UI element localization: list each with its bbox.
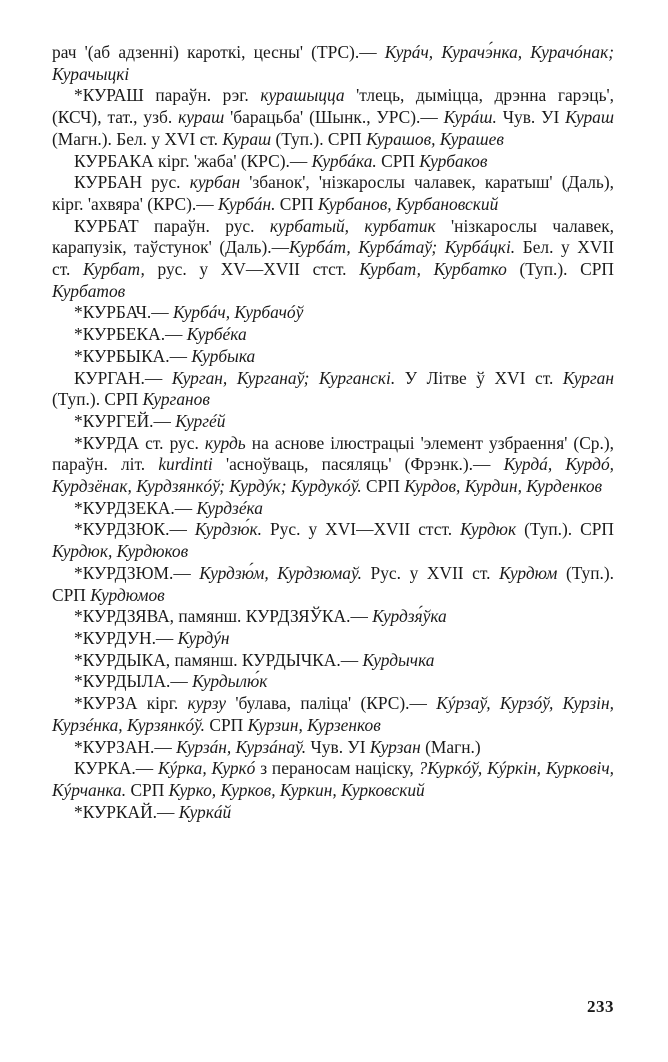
entry-italic-text: Курко, Курков, Куркин, Курковский (168, 779, 425, 800)
dictionary-entry (52, 519, 614, 562)
entry-text: 'барацьба' (Шынк., УРС).— (224, 107, 444, 128)
dictionary-entry (52, 302, 614, 324)
entry-text: *КУРКАЙ.— (74, 801, 179, 822)
entry-italic-text: Кýрка, Куркó (157, 758, 256, 779)
entry-italic-text: Курдюм (499, 562, 558, 583)
entry-italic-text: курзу (187, 693, 227, 714)
entry-text: *КУРДУН.— (74, 627, 178, 648)
entry-text: з пераносам націску, (255, 758, 419, 779)
entry-text: *КУРДЗЮК.— (74, 519, 195, 540)
entry-text: (Магн.) (420, 736, 481, 757)
entry-text: (Туп.). СРП (52, 389, 143, 410)
entry-italic-text: Курзáн, Курзáнаў. (176, 736, 307, 757)
entry-italic-text: Курбáн. (218, 193, 276, 214)
entry-text: *КУРДЫЛА.— (74, 671, 193, 692)
entry-italic-text: курбан (189, 172, 241, 193)
entry-text: СРП (376, 150, 420, 171)
entry-text: *КУРАШ параўн. рэг. (74, 85, 261, 106)
entry-italic-text: курбатый, курбатик (269, 215, 436, 236)
entry-italic-text: Курбатов (52, 280, 126, 301)
entry-text: СРП (361, 476, 405, 497)
entry-text: (Туп.). СРП (271, 128, 367, 149)
entry-italic-text: Курдюк (460, 519, 517, 540)
entry-text: Чув. УІ (496, 107, 566, 128)
entry-text: на аснове ілюстрацыі 'элемент узбраення' (Ср.), параўн. літ. (52, 432, 614, 475)
entry-text: (Магн.). Бел. у XVI ст. (52, 128, 223, 149)
entry-text: *КУРГЕЙ.— (74, 410, 176, 431)
dictionary-entry (52, 650, 614, 672)
dictionary-entry (52, 346, 614, 368)
entry-text: КУРКА.— (74, 758, 158, 779)
entry-italic-text: Кургéй (175, 410, 226, 431)
entry-italic-text: Курбат, (83, 259, 145, 280)
entry-italic-text: Курзин, Курзенков (247, 714, 381, 735)
page-number: 233 (587, 997, 614, 1016)
entry-text: СРП (275, 193, 318, 214)
entry-italic-text: Курдзéка (196, 497, 263, 518)
entry-italic-text: Курбанов, Курбановский (317, 193, 499, 214)
entry-italic-text: Курáш. (443, 107, 497, 128)
dictionary-entry (52, 628, 614, 650)
dictionary-entry (52, 433, 614, 498)
entry-italic-text: Курганов (142, 389, 210, 410)
dictionary-entry (52, 411, 614, 433)
entry-italic-text: Курдзю́к. (194, 519, 262, 540)
entry-text: Рус. у XVI—XVII стст. (261, 519, 461, 540)
entry-text: КУРБАН рус. (74, 172, 190, 193)
dictionary-entry (52, 85, 614, 150)
entry-italic-text: Курашов, Курашев (366, 128, 504, 149)
entry-italic-text: Курбат, Курбатко (359, 259, 507, 280)
entry-italic-text: кураш (178, 107, 225, 128)
entry-italic-text: Кураш (222, 128, 272, 149)
entry-italic-text: Курган, Курганаў; Курганскі. (171, 367, 396, 388)
entry-text: Рус. у XVII ст. (361, 562, 500, 583)
entry-text: '(аб адзенні) кароткі, цесны' (ТРС).— (76, 42, 385, 62)
entry-italic-text: Курбыка (191, 345, 256, 366)
entry-text: *КУРДА ст. рус. (74, 432, 205, 453)
entry-text: *КУРЗА кірг. (74, 693, 188, 714)
dictionary-entry (52, 216, 614, 303)
entry-italic-text: Курбáч, Курбачóў (173, 302, 304, 323)
entry-italic-text: kurdinti (158, 454, 213, 475)
entry-italic-text: Курáч, Курачэ́нка, Курачóнак; Курачыцкі (52, 42, 614, 84)
dictionary-entry (52, 563, 614, 606)
dictionary-entry (52, 671, 614, 693)
entry-italic-text: Курдычка (362, 649, 435, 670)
dictionary-entry (52, 324, 614, 346)
entry-text: *КУРБЕКА.— (74, 324, 187, 345)
entry-italic-text: Курбáка. (311, 150, 377, 171)
entry-italic-text: Курбéка (186, 324, 247, 345)
entry-italic-text: Курбáт, Курбáтаў; Курбáцкі. (289, 237, 516, 258)
entry-text: 'аснoўваць, пасяляць' (Фрэнк.).— (212, 454, 504, 475)
entry-italic-text: Курбаков (419, 150, 488, 171)
entry-text: *КУРБЫКА.— (74, 345, 192, 366)
entry-text: *КУРДЫКА, памянш. КУРДЫЧКА.— (74, 649, 363, 670)
entry-italic-text: курдь (204, 432, 246, 453)
entry-italic-text: Кураш (565, 107, 614, 128)
entry-text: *КУРЗАН.— (74, 736, 177, 757)
dictionary-entry (52, 693, 614, 736)
entry-text: *КУРДЗЕКА.— (74, 497, 197, 518)
entry-italic-text: Куркáй (178, 801, 232, 822)
entry-text: КУРГАН.— (74, 367, 172, 388)
entry-text: рус. у XV—XVII стст. (144, 259, 360, 280)
entry-italic-text: Курган (562, 367, 614, 388)
entry-italic-text: Курдов, Курдин, Курденков (404, 476, 603, 497)
entries-column (52, 42, 614, 823)
entry-text: 'булава, паліца' (КРС).— (226, 693, 437, 714)
entry-italic-text: Курдýн (177, 627, 230, 648)
entry-text: *КУРБАЧ.— (74, 302, 173, 323)
entry-text: рач (52, 42, 77, 62)
entry-text: СРП (126, 779, 169, 800)
entry-italic-text: Курдá, Курдó, Курдзёнак, Курдзянкóў; Курдýк; Курдукóў. (52, 454, 614, 497)
entry-text: 'збанок', 'нізкарослы чалавек, каратыш' (Даль), кірг. 'ахвяра' (КРС).— (52, 172, 614, 214)
entry-italic-text: Курдзя́ўка (372, 606, 447, 627)
dictionary-entry (52, 737, 614, 759)
entry-text: *КУРДЗЮМ.— (74, 562, 200, 583)
entry-text: КУРБАКА кірг. 'жаба' (КРС).— (74, 150, 312, 171)
entry-italic-text: Курдзю́м, Курдзюмаў. (199, 562, 362, 583)
dictionary-entry (52, 606, 614, 628)
entry-italic-text: Курдылю́к (192, 671, 268, 692)
entry-text: 'нізкарослы чалавек, карапузік, таўстунок' (Даль).— (52, 215, 614, 258)
entry-italic-text: курашыцца (260, 85, 345, 106)
dictionary-entry (52, 172, 614, 215)
dictionary-entry (52, 42, 614, 85)
entry-italic-text: ?Куркóў, Кýркін, Курковіч, Кýрчанка. (52, 758, 614, 800)
entry-italic-text: Кýрзаў, Курзóў, Курзін, Курзéнка, Курзянкóў. (52, 693, 614, 735)
entry-text: Бел. у XVII ст. (52, 237, 614, 280)
dictionary-entry (52, 368, 614, 411)
entry-text: Чув. УІ (306, 736, 370, 757)
entry-text: (Туп.). СРП (506, 259, 614, 280)
entry-italic-text: Курдюк, Курдюков (52, 541, 189, 562)
entry-text: КУРБАТ параўн. рус. (74, 215, 270, 236)
entry-italic-text: Курдюмов (90, 584, 165, 605)
dictionary-entry (52, 758, 614, 801)
entry-italic-text: Курзан (369, 736, 421, 757)
entry-text: У Літве ў XVI ст. (395, 367, 563, 388)
entry-text: (Туп.). СРП (52, 562, 614, 605)
entry-text: (Туп.). СРП (516, 519, 614, 540)
entry-text: 'тлець, дыміцца, дрэнна гарэць', (КСЧ), тат., узб. (52, 85, 614, 128)
dictionary-entry (52, 498, 614, 520)
entry-text: *КУРДЗЯВА, памянш. КУРДЗЯЎКА.— (74, 606, 373, 627)
entry-text: СРП (205, 714, 248, 735)
dictionary-entry (52, 151, 614, 173)
dictionary-entry (52, 802, 614, 824)
